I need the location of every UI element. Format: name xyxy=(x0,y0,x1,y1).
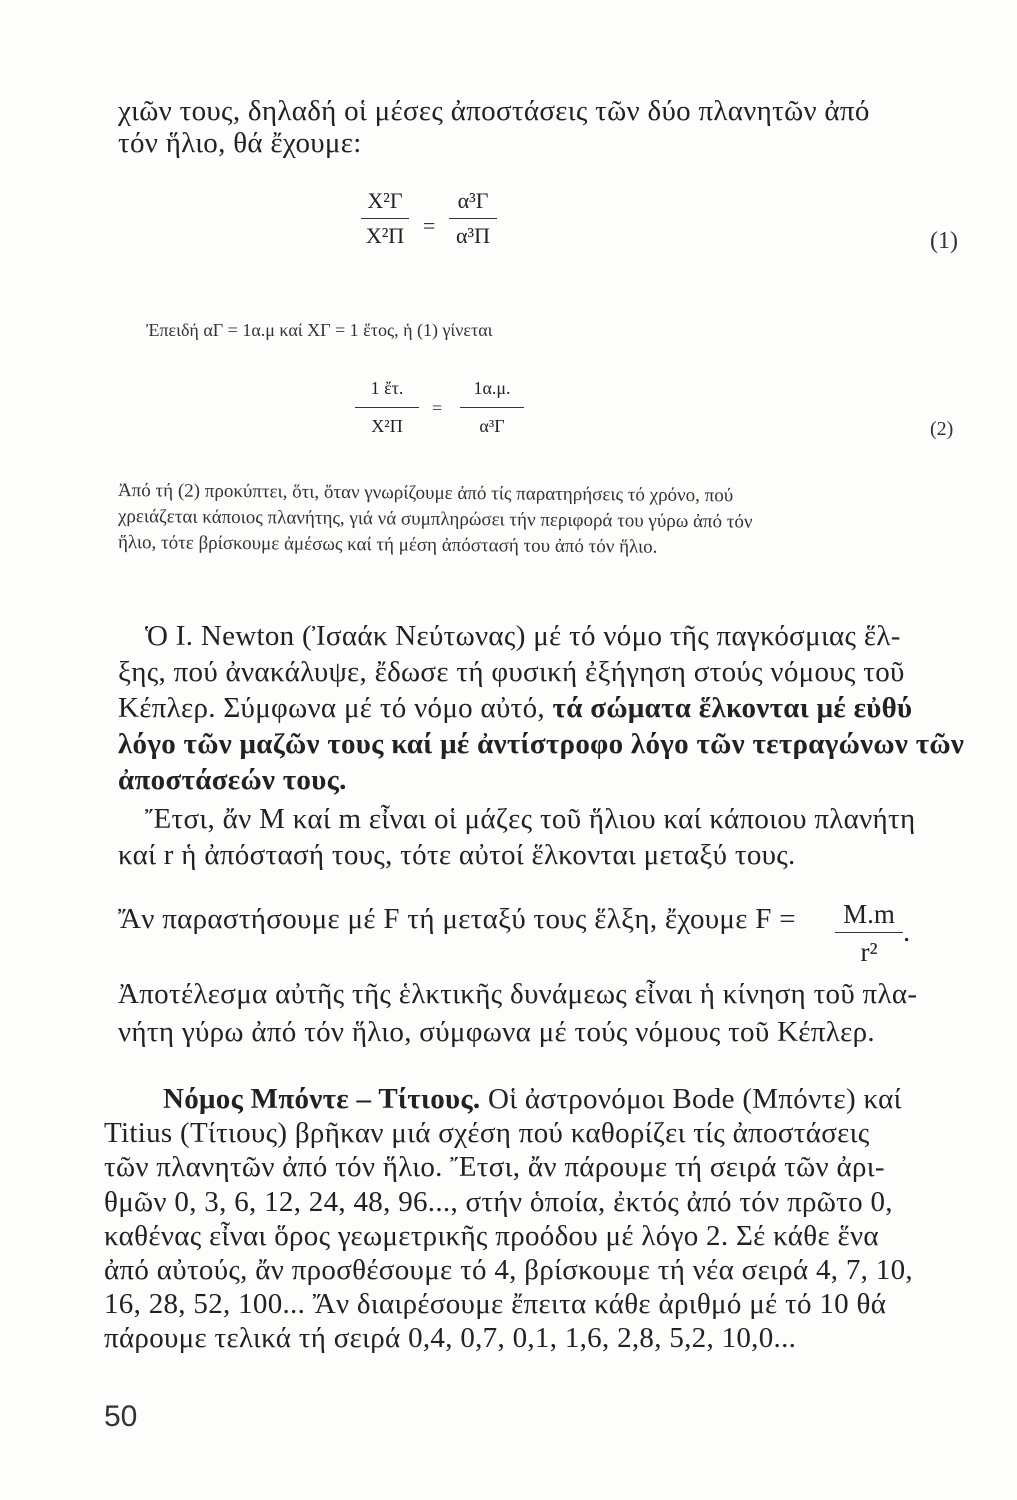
text-line: θμῶν 0, 3, 6, 12, 24, 48, 96..., στήν ὁποία, ἐκτός ἀπό τόν πρῶτο 0, xyxy=(104,1186,893,1218)
text-line: Ὁ Ι. Newton (Ἰσαάκ Νεύτωνας) μέ τό νόμο τῆς παγκόσμιας ἕλ- xyxy=(145,620,901,652)
text-line: καί r ἡ ἀπόστασή τους, τότε αὐτοί ἕλκονται μεταξύ τους. xyxy=(118,839,796,871)
text-line xyxy=(118,764,347,797)
fraction-bar xyxy=(361,218,409,219)
text-line: ἥλιο, τότε βρίσκουμε ἀμέσως καί τή μέση ἀπόστασή του ἀπό τόν ἥλιο. xyxy=(117,532,658,558)
fraction-bar xyxy=(355,407,419,408)
text-line: ξης, πού ἀνακάλυψε, ἔδωσε τή φυσική ἐξήγηση στούς νόμους τοῦ xyxy=(118,656,905,688)
fraction-bar xyxy=(835,932,903,933)
text-line xyxy=(118,728,964,761)
text-line: τῶν πλανητῶν ἀπό τόν ἥλιο. Ἔτσι, ἄν πάρουμε τή σειρά τῶν ἀρι- xyxy=(104,1151,885,1183)
fraction-left xyxy=(355,378,419,437)
fraction-bar xyxy=(460,407,524,408)
page-number: 50 xyxy=(104,1400,138,1433)
denominator: r² xyxy=(860,937,878,967)
equals-sign: = xyxy=(432,398,443,418)
text-line xyxy=(163,1083,902,1116)
numerator: X²Γ xyxy=(367,188,403,213)
text-line: νήτη γύρω ἀπό τόν ἥλιο, σύμφωνα μέ τούς νόμους τοῦ Κέπλερ. xyxy=(118,1016,875,1048)
equation-label: (1) xyxy=(930,228,958,254)
force-fraction xyxy=(835,899,903,968)
numerator: α³Γ xyxy=(457,188,489,213)
text-line: Titius (Τίτιους) βρῆκαν μιά σχέση πού καθορίζει τίς ἀποστάσεις xyxy=(104,1117,870,1149)
text-line: Ἀπό τή (2) προκύπτει, ὅτι, ὅταν γνωρίζουμε ἀπό τίς παρατηρήσεις τό χρόνο, πού xyxy=(117,480,734,507)
fraction-left xyxy=(355,188,415,249)
text-line: χρειάζεται κάποιος πλανήτης, γιά νά συμπληρώσει τήν περιφορά του γύρω ἀπό τόν xyxy=(117,506,753,533)
denominator: X²Π xyxy=(365,223,405,248)
fraction-bar xyxy=(449,218,497,219)
text-line: Ἔτσι, ἄν M καί m εἶναι οἱ μάζες τοῦ ἥλιου καί κάποιου πλανήτη xyxy=(145,803,916,835)
text-bold: ἀποστάσεών τους. xyxy=(118,764,347,796)
denominator: α³Γ xyxy=(479,416,505,436)
equation-label: (2) xyxy=(930,418,954,440)
text-line: ἀπό αὐτούς, ἄν προσθέσουμε τό 4, βρίσκουμε τή νέα σειρά 4, 7, 10, xyxy=(104,1254,913,1286)
text-plain: Κέπλερ. Σύμφωνα μέ τό νόμο αὐτό, xyxy=(118,692,553,724)
text-bold: τά σώματα ἕλκονται μέ εὐθύ xyxy=(552,692,913,724)
text-line: χιῶν τους, δηλαδή οἱ μέσες ἀποστάσεις τῶν δύο πλανητῶν ἀπό xyxy=(118,95,870,127)
text-bold: λόγο τῶν μαζῶν τους καί μέ ἀντίστροφο λόγο τῶν τετραγώνων τῶν xyxy=(118,728,965,760)
denominator: α³Π xyxy=(455,223,490,248)
fraction-right xyxy=(443,188,503,249)
section-heading: Νόμος Μπόντε – Τίτιους. xyxy=(163,1083,481,1115)
numerator: M.m xyxy=(843,899,895,929)
period: . xyxy=(903,916,911,948)
fraction-right xyxy=(460,378,524,437)
equals-sign: = xyxy=(423,213,436,238)
text-line: Ἀποτέλεσμα αὐτῆς τῆς ἑλκτικῆς δυνάμεως εἶναι ἡ κίνηση τοῦ πλα- xyxy=(118,978,918,1010)
numerator: 1α.μ. xyxy=(473,378,511,398)
text-plain: Οἱ ἀστρονόμοι Bode (Μπόντε) καί xyxy=(480,1083,902,1115)
text-line xyxy=(118,692,912,725)
text-line: καθένας εἶναι ὅρος γεωμετρικῆς προόδου μέ λόγο 2. Σέ κάθε ἕνα xyxy=(104,1220,879,1252)
text-line: πάρουμε τελικά τή σειρά 0,4, 0,7, 0,1, 1,6, 2,8, 5,2, 10,0... xyxy=(104,1322,797,1354)
text-line: Ἄν παραστήσουμε μέ F τή μεταξύ τους ἕλξη, ἔχουμε F = xyxy=(118,903,796,935)
text-line: 16, 28, 52, 100... Ἄν διαιρέσουμε ἔπειτα κάθε ἀριθμό μέ τό 10 θά xyxy=(104,1288,887,1320)
denominator: X²Π xyxy=(371,416,403,436)
text-line: τόν ἥλιο, θά ἔχουμε: xyxy=(118,127,362,159)
numerator: 1 ἔτ. xyxy=(370,378,404,398)
text-line: Ἐπειδή αΓ = 1α.μ καί XΓ = 1 ἔτος, ἡ (1) γίνεται xyxy=(146,320,493,340)
